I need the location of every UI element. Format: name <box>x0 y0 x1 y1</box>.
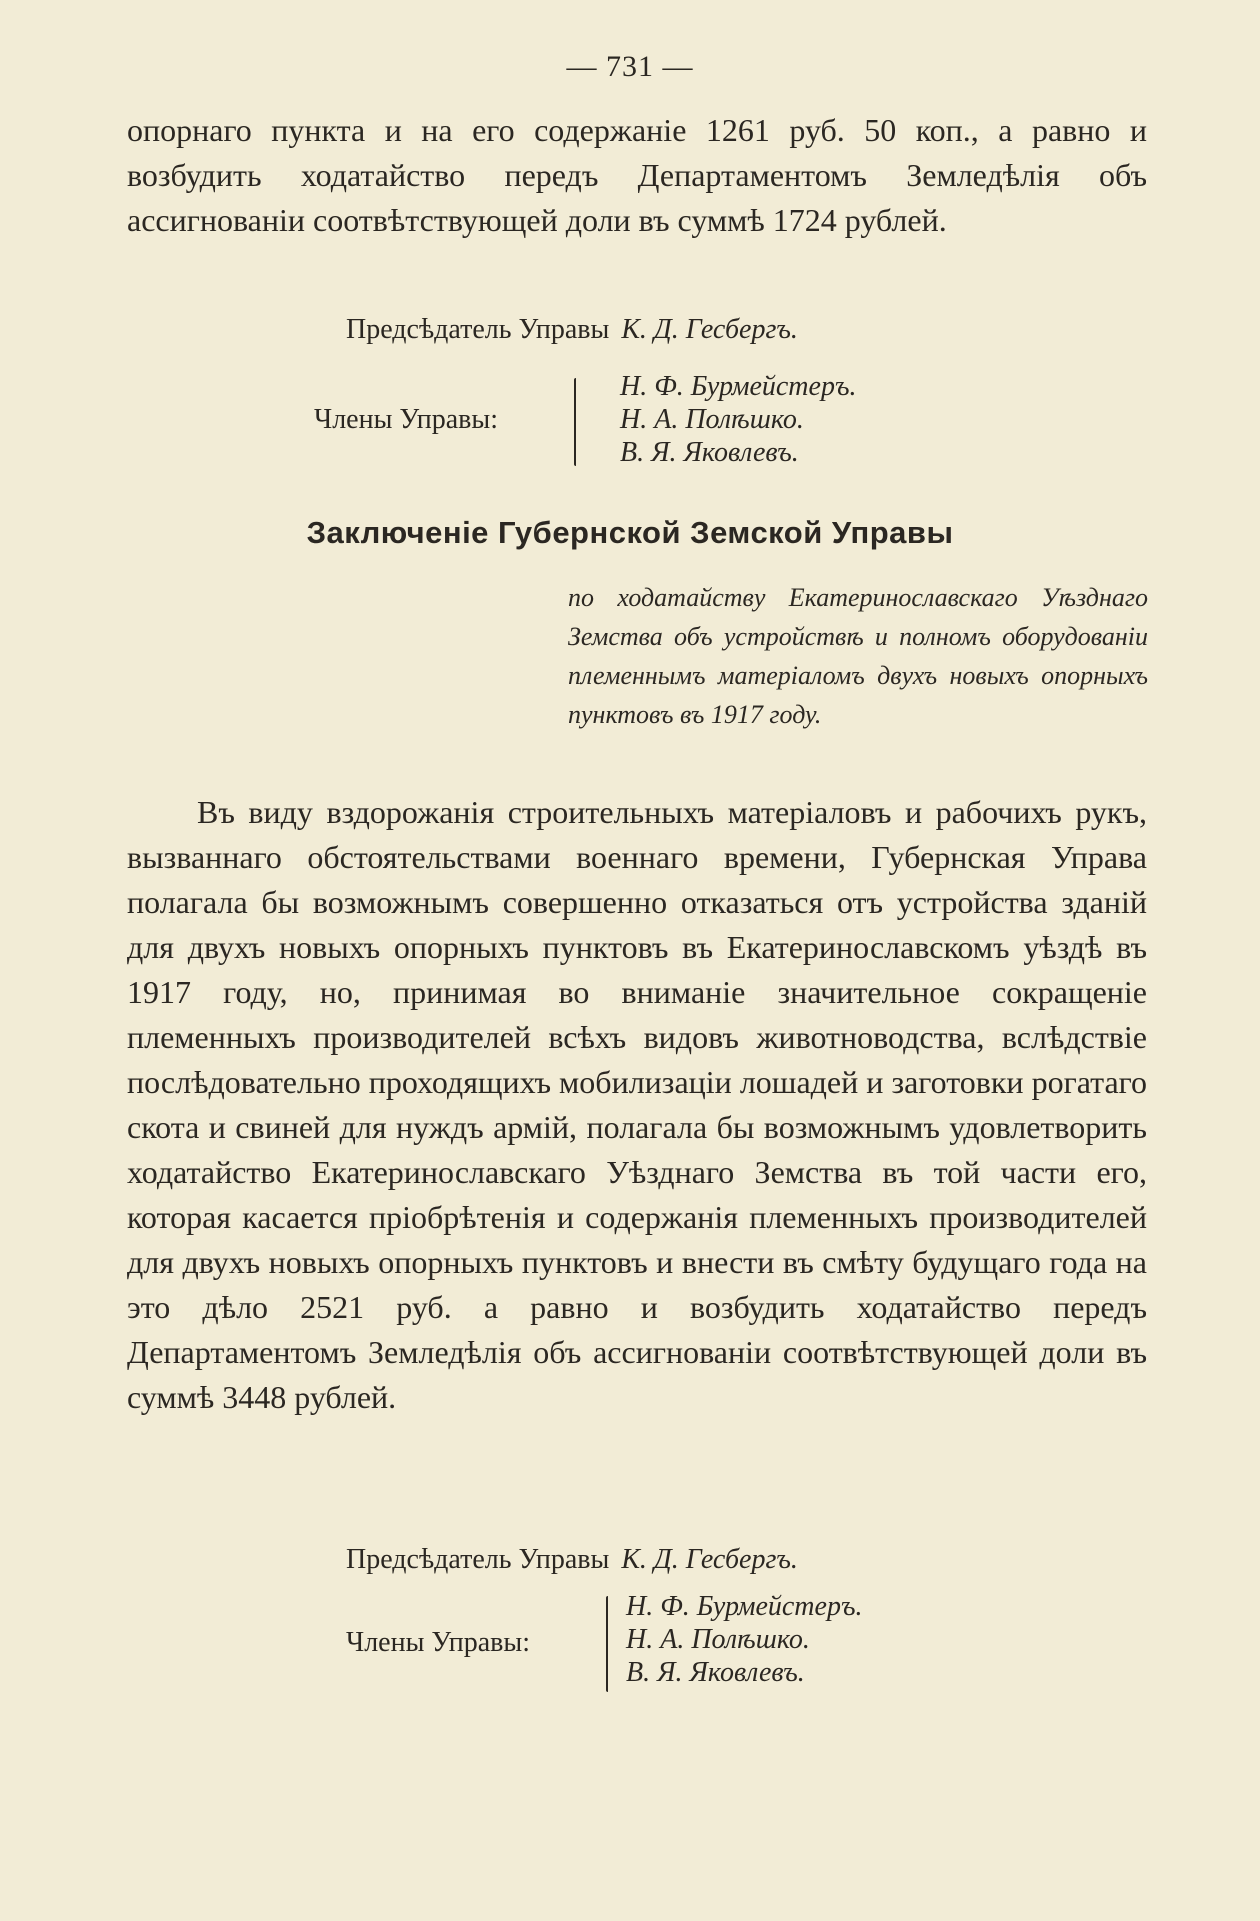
member-name: В. Я. Яковлевъ. <box>626 1657 805 1688</box>
member-name: В. Я. Яковлевъ. <box>620 437 799 468</box>
members-label: Члены Управы: <box>346 1627 530 1658</box>
members-names <box>626 1590 862 1689</box>
chairman-signature-1 <box>346 314 798 346</box>
members-bracket <box>606 1596 608 1692</box>
section-heading: Заключеніе Губернской Земской Управы <box>306 515 954 550</box>
member-name: Н. Ф. Бурмейстеръ. <box>626 1591 863 1622</box>
chairman-label: Предсѣдатель Управы <box>346 1544 610 1575</box>
member-name: Н. А. Полѣшко. <box>620 404 804 435</box>
members-names <box>620 370 856 469</box>
members-label: Члены Управы: <box>314 404 498 435</box>
section-subheading: по ходатайству Екатеринославскаго Уѣзднаго Земства объ устройствѣ и полномъ оборудованіи племеннымъ матеріаломъ двухъ новыхъ опорныхъ пунктовъ въ 1917 году. <box>568 583 1148 729</box>
continuation-paragraph: опорнаго пункта и на его содержаніе 1261 руб. 50 коп., а равно и возбудить ходатайство передъ Департаментомъ Земледѣлія объ ассигнованіи соотвѣтствующей доли въ суммѣ 1724 рублей. <box>127 112 1147 238</box>
chairman-signature-2 <box>346 1544 798 1576</box>
chairman-name: К. Д. Гесбергъ. <box>621 314 798 345</box>
chairman-name: К. Д. Гесбергъ. <box>621 1544 798 1575</box>
section-body: Въ виду вздорожанія строительныхъ матеріаловъ и рабочихъ рукъ, вызваннаго обстоятельствами военнаго времени, Губернская Управа полагала бы возможнымъ совершенно отказаться отъ устройства зданій для двухъ новыхъ опорныхъ пунктовъ въ Екатеринославскомъ уѣздѣ въ 1917 году, но, принимая во вниманіе значительное сокращеніе племенныхъ производителей всѣхъ видовъ животноводства, вслѣдствіе послѣдовательно проходящихъ мобилизаціи лошадей и заготовки рогатаго скота и свиней для нуждъ армій, полагала бы возможнымъ удовлетворить ходатайство Екатеринославскаго Уѣзднаго Земства въ той части его, которая касается пріобрѣтенія и содержанія племенныхъ производителей для двухъ новыхъ опорныхъ пунктовъ и внести въ смѣту будущаго года на это дѣло 2521 руб. а равно и возбудить ходатайство передъ Департаментомъ Земледѣлія объ ассигнованіи соотвѣтствующей доли въ суммѣ 3448 рублей. <box>127 794 1147 1415</box>
members-bracket <box>574 378 576 466</box>
page-number: — 731 — <box>566 50 694 83</box>
member-name: Н. Ф. Бурмейстеръ. <box>620 371 857 402</box>
member-name: Н. А. Полѣшко. <box>626 1624 810 1655</box>
chairman-label: Предсѣдатель Управы <box>346 314 610 345</box>
